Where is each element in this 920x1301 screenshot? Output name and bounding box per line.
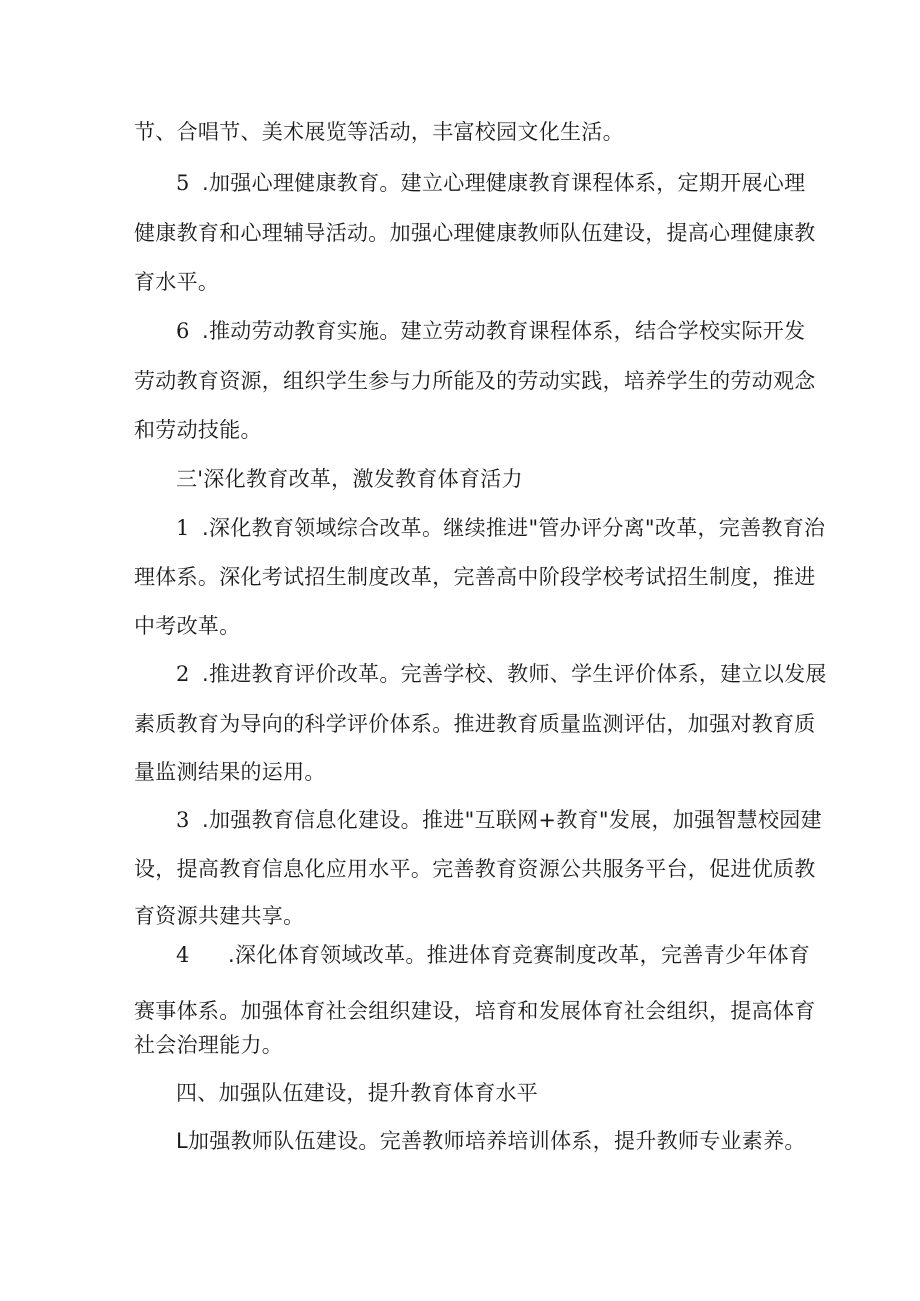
text-line bbox=[134, 562, 816, 592]
line-text: 理体系。深化考试招生制度改革，完善高中阶段学校考试招生制度，推进 bbox=[134, 565, 816, 589]
text-line bbox=[134, 611, 241, 641]
text-line bbox=[134, 366, 816, 396]
line-text: .加强教育信息化建设。推进"互联网+教育"发展，加强智慧校园建 bbox=[202, 808, 822, 832]
text-line bbox=[134, 757, 326, 787]
line-text: .加强心理健康教育。建立心理健康教育课程体系，定期开展心理 bbox=[202, 171, 806, 195]
paragraph-4-start bbox=[176, 940, 810, 970]
text-line bbox=[134, 709, 816, 739]
list-number: 4 bbox=[176, 943, 190, 967]
line-text: 育水平。 bbox=[134, 270, 220, 294]
line-text: 节、合唱节、美术展览等活动，丰富校园文化生活。 bbox=[134, 120, 624, 144]
heading-text: 三'深化教育改革，激发教育体育活力 bbox=[176, 467, 523, 491]
paragraph-2-start bbox=[176, 659, 827, 689]
line-text: 赛事体系。加强体育社会组织建设，培育和发展体育社会组织，提高体育 bbox=[134, 999, 816, 1023]
line-text: 劳动教育资源，组织学生参与力所能及的劳动实践，培养学生的劳动观念 bbox=[134, 369, 816, 393]
line-text: 量监测结果的运用。 bbox=[134, 760, 326, 784]
list-number: 3 bbox=[176, 808, 190, 832]
heading-text: 四、加强队伍建设，提升教育体育水平 bbox=[176, 1081, 539, 1105]
line-text: 和劳动技能。 bbox=[134, 418, 262, 442]
text-line bbox=[134, 218, 816, 248]
line-text: .推动劳动教育实施。建立劳动教育课程体系，结合学校实际开发 bbox=[202, 319, 806, 343]
section-heading-4 bbox=[176, 1078, 538, 1108]
text-line bbox=[134, 854, 816, 884]
list-number: 5 bbox=[176, 171, 190, 195]
text-line bbox=[134, 117, 624, 147]
line-text: 健康教育和心理辅导活动。加强心理健康教师队伍建设，提高心理健康教 bbox=[134, 221, 816, 245]
line-text: 社会治理能力。 bbox=[134, 1033, 284, 1057]
paragraph-3-start bbox=[176, 805, 822, 835]
line-text: .深化教育领域综合改革。继续推进"管办评分离"改革，完善教育治 bbox=[202, 516, 826, 540]
text-line bbox=[134, 415, 262, 445]
line-text: .推进教育评价改革。完善学校、教师、学生评价体系，建立以发展 bbox=[202, 662, 827, 686]
line-text: .深化体育领域改革。推进体育竞赛制度改革，完善青少年体育 bbox=[228, 943, 811, 967]
line-text: 设，提高教育信息化应用水平。完善教育资源公共服务平台，促进优质教 bbox=[134, 857, 816, 881]
paragraph-5-start bbox=[176, 168, 805, 198]
text-line bbox=[134, 996, 816, 1026]
text-line bbox=[134, 267, 219, 297]
text-line bbox=[134, 1030, 283, 1060]
paragraph-6-start bbox=[176, 316, 805, 346]
line-text: 中考改革。 bbox=[134, 614, 241, 638]
line-text: 素质教育为导向的科学评价体系。推进教育质量监测评估，加强对教育质 bbox=[134, 712, 816, 736]
text-line bbox=[134, 901, 304, 931]
list-number: 1 bbox=[176, 516, 190, 540]
section-heading-3 bbox=[176, 464, 523, 494]
line-text: L加强教师队伍建设。完善教师培养培训体系，提升教师专业素养。 bbox=[176, 1129, 806, 1153]
paragraph-L-start bbox=[176, 1126, 806, 1156]
list-number: 6 bbox=[176, 319, 190, 343]
list-number: 2 bbox=[176, 662, 190, 686]
paragraph-1-start bbox=[176, 513, 825, 543]
line-text: 育资源共建共享。 bbox=[134, 904, 305, 928]
